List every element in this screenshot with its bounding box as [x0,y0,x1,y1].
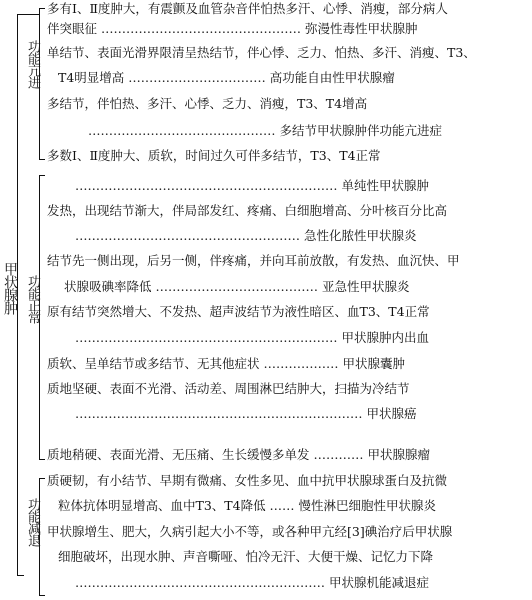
hypo-line-1: 质硬韧，有小结节、早期有微痛、女性多见、血中抗甲状腺球蛋白及抗微 [47,473,448,488]
hypo-line-5: …………………………………………………… 甲状腺机能减退症 [75,575,429,590]
root-label: 甲状腺肿 [2,262,18,314]
normal-line-3: ……………………………………………… 急性化脓性甲状腺炎 [75,228,417,243]
hyper-line-2: 伴突眼征 ………………………………………… 弥漫性毒性甲状腺肿 [47,21,418,36]
normal-line-2: 发热，出现结节渐大，伴局部发红、疼痛、白细胞增高、分叶核百分比高 [47,203,448,218]
hypo-line-3: 甲状腺增生、肥大，久病引起大小不等，或各种甲亢经[3]碘治疗后甲状腺 [47,524,453,539]
normal-line-9: 质地坚硬、表面不光滑、活动差、周围淋巴结肿大，扫描为冷结节 [47,381,410,396]
group-bracket-hypo [39,478,45,596]
hyper-line-4: T4明显增高 …………………………… 高功能自由性甲状腺瘤 [58,70,395,85]
normal-line-11: 质地稍硬、表面光滑、无压痛、生长缓慢多单发 ………… 甲状腺腺瘤 [47,447,430,462]
normal-line-4: 结节先一侧出现，后另一侧，伴疼痛，并向耳前放散，有发热、血沉快、甲 [47,253,460,268]
hyper-line-6: ……………………………………… 多结节甲状腺肿伴功能亢进症 [88,123,442,138]
normal-line-5: 状腺吸碘率降低 ………………………………… 亚急性甲状腺炎 [64,279,410,294]
root-bracket [17,14,24,576]
group-label-hyper: 功能亢进 [25,40,40,88]
hyper-line-5: 多结节，伴怕热、多汗、心悸、乏力、消瘦，T3、T4增高 [47,96,368,111]
normal-line-1: ……………………………………………………… 单纯性甲状腺肿 [75,178,429,193]
normal-line-10: …………………………………………………………… 甲状腺癌 [75,406,417,421]
root-stem-hyper [17,14,40,15]
normal-line-6: 原有结节突然增大、不发热、超声波结节为液性暗区、血T3、T4正常 [47,304,430,319]
normal-line-7: ……………………………………………………… 甲状腺肿内出血 [75,330,429,345]
group-bracket-normal [39,175,45,460]
normal-line-8: 质软、呈单结节或多结节、无其他症状 ……………… 甲状腺囊肿 [47,356,405,371]
hypo-line-2: 粒体抗体明显增高、血中T3、T4降低 …… 慢性淋巴细胞性甲状腺炎 [58,498,437,513]
hyper-line-7: 多数Ⅰ、Ⅱ度肿大、质软，时间过久可伴多结节，T3、T4正常 [47,148,381,163]
group-label-hypo: 功能减退 [25,498,40,546]
hyper-line-3: 单结节、表面光滑界限清呈热结节，伴心悸、乏力、怕热、多汗、消瘦、T3、 [47,45,476,60]
hyper-line-1: 多有Ⅰ、Ⅱ度肿大，有震颤及血管杂音伴怕热多汗、心悸、消瘦，部分病人 [47,1,448,16]
hypo-line-4: 细胞破坏，出现水肿、声音嘶哑、怕冷无汗、大便干燥、记忆力下降 [58,549,434,564]
group-label-normal: 功能正常 [25,275,40,323]
group-bracket-hyper [39,8,45,160]
